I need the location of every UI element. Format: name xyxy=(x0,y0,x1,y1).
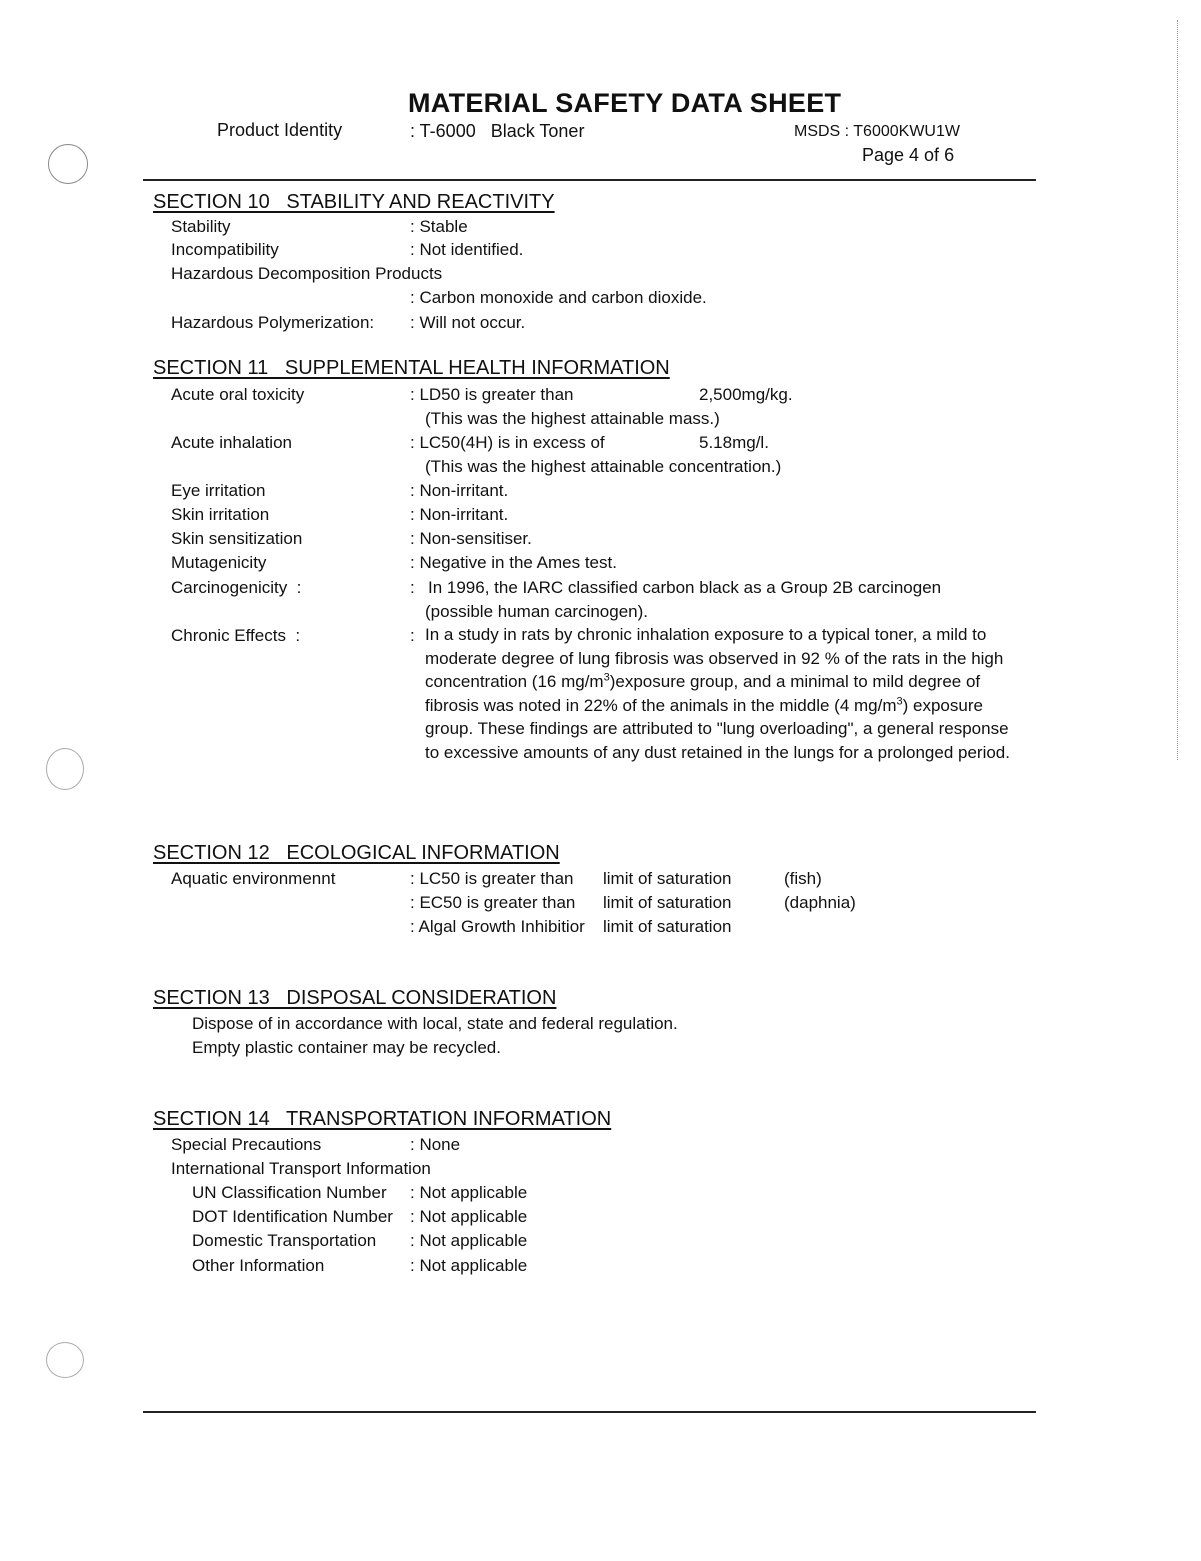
section-10-heading: SECTION 10 STABILITY AND REACTIVITY xyxy=(153,191,555,213)
eco-test-3: : Algal Growth Inhibitior xyxy=(410,917,585,936)
eco-limit-3: limit of saturation xyxy=(603,917,732,936)
mutagenicity-value: : Negative in the Ames test. xyxy=(410,553,617,572)
section-14-heading: SECTION 14 TRANSPORTATION INFORMATION xyxy=(153,1108,612,1130)
skin-sensitization-label: Skin sensitization xyxy=(171,529,303,548)
skin-irritation-value: : Non-irritant. xyxy=(410,505,509,524)
product-identity-label: Product Identity xyxy=(217,120,343,140)
inhalation-amount: 5.18mg/l. xyxy=(699,433,769,452)
special-precautions-value: : None xyxy=(410,1135,461,1154)
un-classification-label: UN Classification Number xyxy=(192,1183,387,1202)
polymerization-label: Hazardous Polymerization: xyxy=(171,313,375,332)
domestic-transport-value: : Not applicable xyxy=(410,1231,528,1250)
domestic-transport-label: Domestic Transportation xyxy=(192,1231,377,1250)
mutagenicity-label: Mutagenicity xyxy=(171,553,267,572)
eco-test-2: : EC50 is greater than xyxy=(410,893,576,912)
decomposition-label: Hazardous Decomposition Products xyxy=(171,264,443,283)
document-title: MATERIAL SAFETY DATA SHEET xyxy=(408,88,842,118)
disposal-line-2: Empty plastic container may be recycled. xyxy=(192,1038,501,1057)
skin-irritation-label: Skin irritation xyxy=(171,505,270,524)
eco-limit-2: limit of saturation xyxy=(603,893,732,912)
skin-sensitization-value: : Non-sensitiser. xyxy=(410,529,532,548)
superscript-1: 3 xyxy=(603,671,610,684)
inhalation-label: Acute inhalation xyxy=(171,433,292,452)
chronic-effects-part-1: In a study in rats by chronic inhalation exposure to a typical toner, a mild to moderate degree of lung fibrosis was observed in 92 % of the rats in the high concentration (16 mg/m xyxy=(425,625,1004,691)
polymerization-value: : Will not occur. xyxy=(410,313,526,332)
eco-limit-1: limit of saturation xyxy=(603,869,732,888)
page-number: Page 4 of 6 xyxy=(862,145,955,165)
eye-irritation-value: : Non-irritant. xyxy=(410,481,509,500)
scan-edge-artifact xyxy=(1177,20,1184,760)
oral-toxicity-note: (This was the highest attainable mass.) xyxy=(425,409,720,428)
special-precautions-label: Special Precautions xyxy=(171,1135,322,1154)
carcinogenicity-label: Carcinogenicity : xyxy=(171,578,302,597)
other-information-value: : Not applicable xyxy=(410,1256,528,1275)
oral-toxicity-amount: 2,500mg/kg. xyxy=(699,385,793,404)
incompatibility-label: Incompatibility xyxy=(171,240,279,259)
international-transport-label: International Transport Information xyxy=(171,1159,431,1178)
header-rule xyxy=(143,179,1036,181)
chronic-effects-label: Chronic Effects : xyxy=(171,626,301,645)
punch-hole-top xyxy=(48,144,88,184)
inhalation-note: (This was the highest attainable concentration.) xyxy=(425,457,782,476)
dot-identification-label: DOT Identification Number xyxy=(192,1207,393,1226)
oral-toxicity-label: Acute oral toxicity xyxy=(171,385,305,404)
disposal-line-1: Dispose of in accordance with local, state and federal regulation. xyxy=(192,1014,678,1033)
product-identity-value: : T-6000 Black Toner xyxy=(410,121,585,141)
section-12-heading: SECTION 12 ECOLOGICAL INFORMATION xyxy=(153,842,560,864)
footer-rule xyxy=(143,1411,1036,1413)
eco-organism-1: (fish) xyxy=(784,869,822,888)
section-11-heading: SECTION 11 SUPPLEMENTAL HEALTH INFORMATION xyxy=(153,357,670,379)
stability-label: Stability xyxy=(171,217,231,236)
section-13-heading: SECTION 13 DISPOSAL CONSIDERATION xyxy=(153,987,557,1009)
carcinogenicity-line-1: In 1996, the IARC classified carbon black as a Group 2B carcinogen xyxy=(428,578,942,597)
punch-hole-middle xyxy=(46,748,84,790)
eco-test-1: : LC50 is greater than xyxy=(410,869,574,888)
superscript-2: 3 xyxy=(896,694,903,707)
inhalation-value: : LC50(4H) is in excess of xyxy=(410,433,605,452)
eye-irritation-label: Eye irritation xyxy=(171,481,266,500)
dot-identification-value: : Not applicable xyxy=(410,1207,528,1226)
carcinogenicity-colon: : xyxy=(410,578,415,597)
punch-hole-bottom xyxy=(46,1342,84,1378)
eco-organism-2: (daphnia) xyxy=(784,893,856,912)
carcinogenicity-line-2: (possible human carcinogen). xyxy=(425,602,649,621)
aquatic-label: Aquatic environmennt xyxy=(171,869,336,888)
decomposition-value: : Carbon monoxide and carbon dioxide. xyxy=(410,288,707,307)
incompatibility-value: : Not identified. xyxy=(410,240,524,259)
oral-toxicity-value: : LD50 is greater than xyxy=(410,385,574,404)
chronic-effects-text xyxy=(425,623,1010,764)
chronic-effects-part-3: ) exposure group. These findings are attributed to "lung overloading", a general response to excessive amounts of any dust retained in the lungs for a prolonged period. xyxy=(425,695,1010,762)
msds-number: MSDS : T6000KWU1W xyxy=(794,123,960,140)
un-classification-value: : Not applicable xyxy=(410,1183,528,1202)
chronic-effects-part-2: )exposure group, and a minimal to mild degree of fibrosis was noted in 22% of the animals in the middle (4 mg/m xyxy=(425,672,981,715)
chronic-effects-colon: : xyxy=(410,626,415,645)
stability-value: : Stable xyxy=(410,217,468,236)
other-information-label: Other Information xyxy=(192,1256,325,1275)
